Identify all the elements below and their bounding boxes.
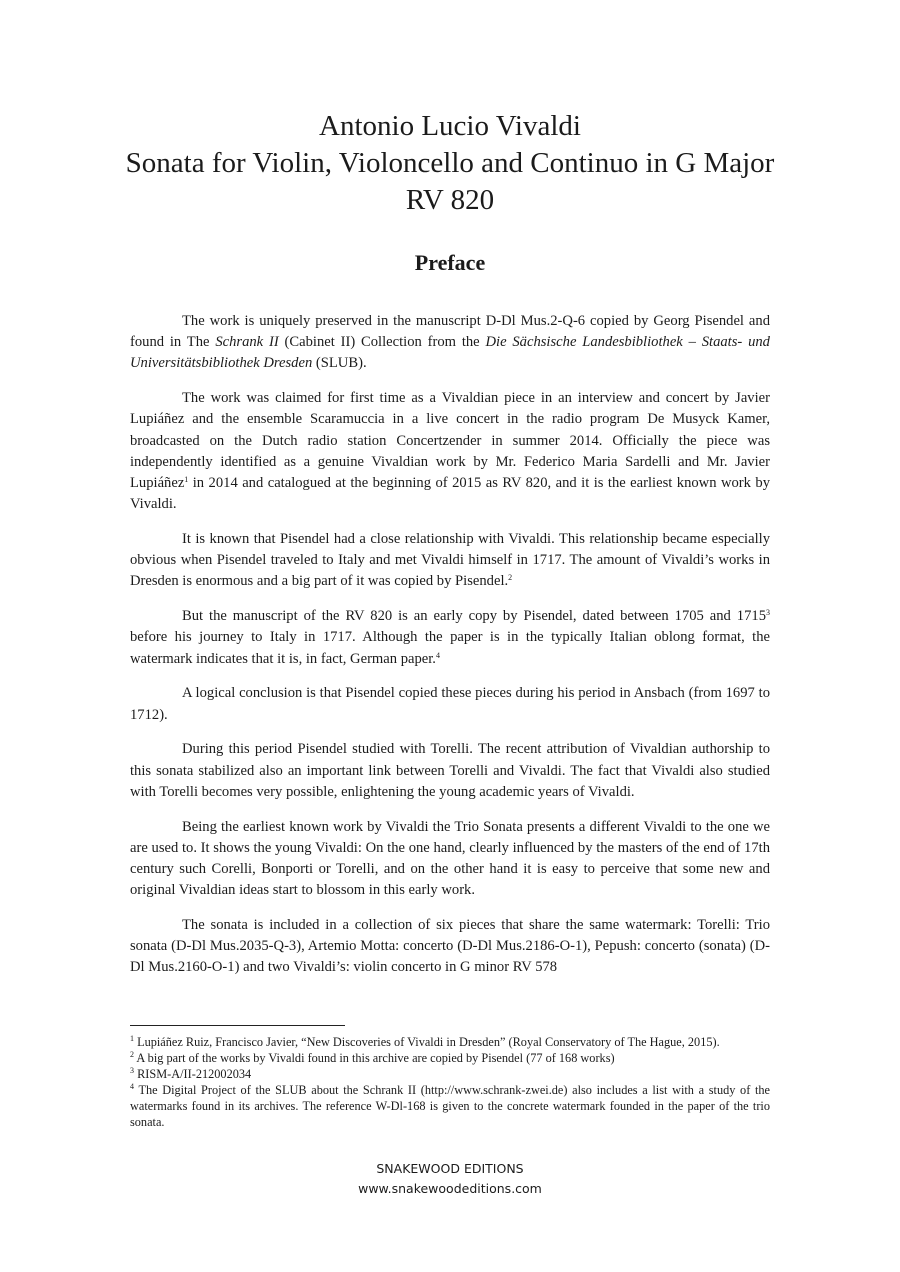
footnote-1: $^1$ Lupiáñez Ruiz, Francisco Javier, “New Discoveries of Vivaldi in Dresden” (Royal Conservatory of The Hague, 2015). [130,1034,720,1049]
preface-body [130,311,770,992]
paragraph-1: The work is uniquely preserved in the manuscript D-Dl Mus.2-Q-6 copied by Georg Pisendel and found in The Schrank II (Cabinet II) Collection from the Die Sächsische Landesbibliothek – Staats- und Universitätsbibliothek Dresden (SLUB). [130,313,770,372]
publisher-name: SNAKEWOOD EDITIONS [376,1161,524,1176]
footnotes [130,1034,770,1130]
paragraph-6: During this period Pisendel studied with Torelli. The recent attribution of Vivaldian authorship to this sonata stabilized also an important link between Torelli and Vivaldi. The fact that Vivaldi also studied with Torelli becomes very possible, enlightening the young academic years of Vivaldi. [130,741,770,800]
paragraph-3: It is known that Pisendel had a close relationship with Vivaldi. This relationship became especially obvious when Pisendel traveled to Italy and met Vivaldi himself in 1717. The amount of Vivaldi’s works in Dresden is enormous and a big part of it was copied by Pisendel.$^2$ [130,531,770,590]
footnote-2: $^2$ A big part of the works by Vivaldi found in this archive are copied by Pisendel (77 of 168 works) [130,1050,615,1065]
italic-title: Schrank II [215,334,279,351]
paragraph-7: Being the earliest known work by Vivaldi the Trio Sonata presents a different Vivaldi to the one we are used to. It shows the young Vivaldi: On the one hand, clearly influenced by the masters of the end of 17th century such Corelli, Bonporti or Torelli, and on the other hand it is easy to perceive that some new and original Vivaldian ideas start to blossom in this early work. [130,818,770,899]
preface-heading: Preface [414,250,486,275]
footnote-4: $^4$ The Digital Project of the SLUB about the Schrank II (http://www.schrank-zwei.de) also includes a list with a study of the watermarks found in its archives. The reference W-Dl-168 is given to the concrete watermark founded in the paper of the trio sonata. [130,1082,770,1129]
footnote-ref: 1 [184,475,189,485]
paragraph-2: The work was claimed for first time as a Vivaldian piece in an interview and concert by Javier Lupiáñez and the ensemble Scaramuccia in a live concert in the radio program De Musyck Kamer, broadcasted on the Dutch radio station Concertzender in summer 2014. Officially the piece was independently identified as a genuine Vivaldian work by Mr. Federico Maria Sardelli and Mr. Javier Lupiáñez$^1$ in 2014 and catalogued at the beginning of 2015 as RV 820, and it is the earliest known work by Vivaldi. [130,390,770,513]
publisher-url: www.snakewoodeditions.com [358,1181,542,1196]
footnote-ref: 3 [766,608,770,618]
publisher-footer [0,1159,900,1199]
footnote-3: $^3$ RISM-A/II-212002034 [130,1066,252,1081]
paragraph-4: But the manuscript of the RV 820 is an early copy by Pisendel, dated between 1705 and 1715$^3$ before his journey to Italy in 1717. Although the paper is in the typically Italian oblong format, the watermark indicates that it is, in fact, German paper.$^4$ [130,608,770,667]
paragraph-8: The sonata is included in a collection of six pieces that share the same watermark: Torelli: Trio sonata (D-Dl Mus.2035-Q-3), Artemio Motta: concerto (D-Dl Mus.2186-O-1), Pepush: concerto (sonata) (D-Dl Mus.2160-O-1) and two Vivaldi’s: violin concerto in G minor RV 578 [130,917,770,976]
work-title: Sonata for Violin, Violoncello and Continuo in G Major [125,147,775,179]
footnote-ref: 4 [435,650,440,660]
italic-library-name: Die Sächsische Landesbibliothek – Staats- und Universitätsbibliothek Dresden [130,334,770,372]
footnote-ref: 2 [508,573,513,583]
paragraph-5: A logical conclusion is that Pisendel copied these pieces during his period in Ansbach (from 1697 to 1712). [130,685,770,723]
catalogue-number: RV 820 [405,184,495,216]
composer-name: Antonio Lucio Vivaldi [319,110,581,142]
footnote-divider [130,1025,345,1026]
title-block [0,108,900,219]
